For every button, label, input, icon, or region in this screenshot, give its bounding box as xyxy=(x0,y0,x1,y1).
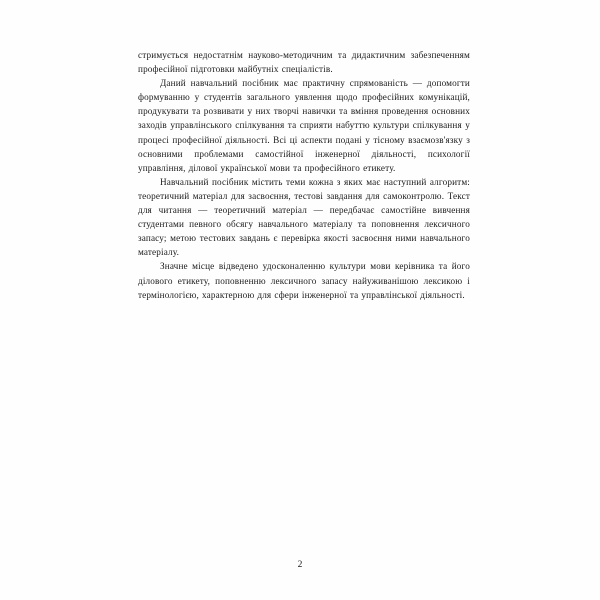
paragraph-3: Навчальний посібник містить теми кожна з яких має наступний алгоритм: теоретичний матеріал для засвоєння, тестові завдання для самоконтролю. Текст для читання — теоретичний матеріал — передбачає самостійне вивчення студентами певного обсягу навчального матеріалу та поповнення лексичного запасу; метою тестових завдань є перевірка якості засвоєння ними навчального матеріалу. xyxy=(138,176,470,258)
page-number: 2 xyxy=(297,560,303,570)
paragraph-2: Даний навчальний посібник має практичну спрямованість — допомогти формуванню у студентів загального уявлення щодо професійних комунікацій, продукувати та розвивати у них творчі навички та вміння проведення основних заходів управлінського спілкування та сприяти набуттю культури спілкування у процесі професійної діяльності. Всі ці аспекти подані у тісному взаємозв'язку з основними проблемами самостійної інженерної діяльності, психології управління, ділової української мови та професійного етикету. xyxy=(138,78,470,173)
paragraph-4: Значне місце відведено удосконаленню культури мови керівника та його ділового етикету, поповненню лексичного запасу найуживанішою лексикою і термінологією, характерною для сфери інженерної та управлінської діяльності. xyxy=(138,261,470,300)
body-text xyxy=(138,48,470,302)
paragraph-1: стримується недостатнім науково-методичним та дидактичним забезпеченням професійної підготовки майбутніх спеціалістів. xyxy=(138,50,470,75)
